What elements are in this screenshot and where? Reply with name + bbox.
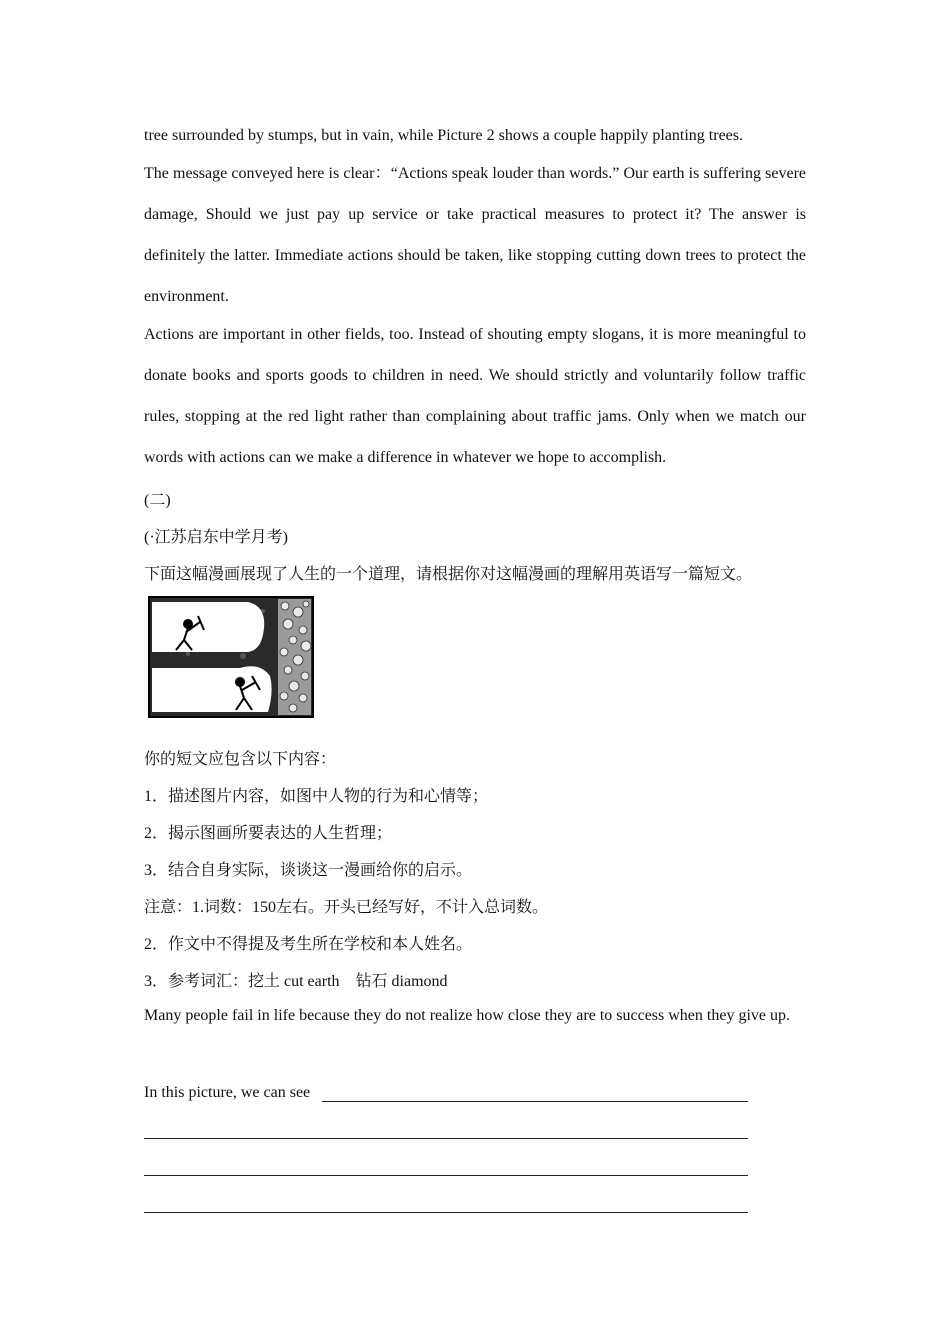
- writing-blank-line[interactable]: [144, 1138, 748, 1139]
- essay-paragraph-2: Actions are important in other fields, too. Instead of shouting empty slogans, it is more meaningful to donate books and sports goods to children in need. We should strictly and voluntarily follow traffic rules, stopping at the red light rather than complaining about traffic jams. Only when we match our words with actions can we make a difference in whatever we hope to accomplish.: [144, 326, 806, 466]
- requirement-item: 1．描述图片内容，如图中人物的行为和心情等；: [144, 788, 489, 805]
- note-item: 2．作文中不得提及考生所在学校和本人姓名。: [144, 936, 473, 953]
- task-instruction: 下面这幅漫画展现了人生的一个道理，请根据你对这幅漫画的理解用英语写一篇短文。: [144, 566, 753, 583]
- writing-blank-line[interactable]: [144, 1175, 748, 1176]
- writing-blank-line[interactable]: [144, 1212, 748, 1213]
- note-item: 3．参考词汇：挖土 cut earth 钻石 diamond: [144, 973, 448, 990]
- essay-start-text: In this picture, we can see: [144, 1084, 311, 1101]
- essay-paragraph-1: The message conveyed here is clear：“Actions speak louder than words.” Our earth is suffering severe damage, Should we just pay up service or take practical measures to protect it? The answer is definitely the latter. Immediate actions should be taken, like stopping cutting down trees to protect the environment.: [144, 165, 806, 305]
- requirement-item: 3．结合自身实际，谈谈这一漫画给你的启示。: [144, 862, 473, 879]
- requirements-title: 你的短文应包含以下内容：: [144, 751, 337, 768]
- essay-start-line: [144, 1084, 806, 1102]
- requirement-item: 2．揭示图画所要表达的人生哲理；: [144, 825, 393, 842]
- writing-blank-line[interactable]: [322, 1101, 748, 1102]
- essay-opening: Many people fail in life because they do not realize how close they are to success when they give up.: [144, 1007, 790, 1024]
- cartoon-illustration: [148, 596, 314, 718]
- note-item: 注意：1.词数：150左右。开头已经写好，不计入总词数。: [144, 899, 549, 916]
- section-source: (·江苏启东中学月考): [144, 529, 288, 546]
- section-number: (二): [144, 492, 171, 509]
- essay-line-top: tree surrounded by stumps, but in vain, while Picture 2 shows a couple happily planting trees.: [144, 127, 743, 144]
